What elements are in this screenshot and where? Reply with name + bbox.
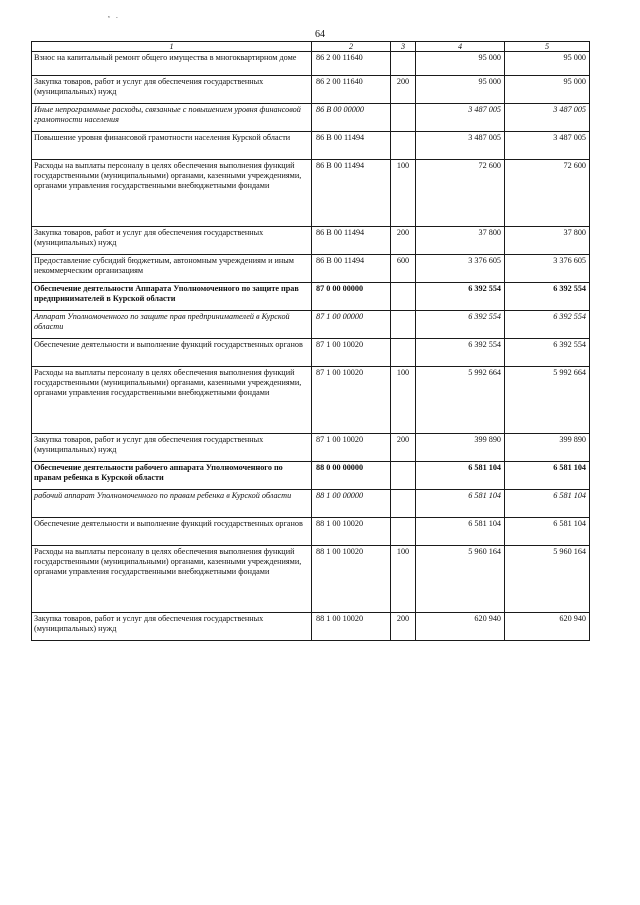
expense-type-code: 200 [391,227,416,255]
target-article-code: 88 0 00 00000 [312,462,391,490]
budget-item-name: Закупка товаров, работ и услуг для обеспечения государственных (муниципальных) нужд [32,613,312,641]
budget-item-name: Повышение уровня финансовой грамотности населения Курской области [32,132,312,160]
column-number: 2 [312,42,391,52]
table-row [32,518,590,546]
target-article-code: 86 В 00 11494 [312,132,391,160]
target-article-code: 86 2 00 11640 [312,76,391,104]
amount-year-2: 399 890 [505,434,590,462]
table-row [32,434,590,462]
table-row [32,613,590,641]
table-row [32,546,590,613]
expense-type-code [391,490,416,518]
target-article-code: 88 1 00 00000 [312,490,391,518]
expense-type-code [391,462,416,490]
column-number: 1 [32,42,312,52]
budget-item-name: рабочий аппарат Уполномоченного по правам ребенка в Курской области [32,490,312,518]
amount-year-2: 6 581 104 [505,518,590,546]
amount-year-1: 620 940 [416,613,505,641]
amount-year-1: 37 800 [416,227,505,255]
budget-item-name: Закупка товаров, работ и услуг для обеспечения государственных (муниципальных) нужд [32,76,312,104]
table-row [32,132,590,160]
budget-item-name: Расходы на выплаты персоналу в целях обеспечения выполнения функций государственными (муниципальными) органами, казенными учреждениями, органами управления государственными внебюджетными фондами [32,160,312,227]
amount-year-2: 95 000 [505,52,590,76]
amount-year-2: 72 600 [505,160,590,227]
expense-type-code [391,339,416,367]
amount-year-1: 6 581 104 [416,490,505,518]
expense-type-code [391,52,416,76]
budget-item-name: Предоставление субсидий бюджетным, автономным учреждениям и иным некоммерческим организациям [32,255,312,283]
expense-type-code [391,132,416,160]
amount-year-2: 95 000 [505,76,590,104]
amount-year-2: 3 487 005 [505,132,590,160]
amount-year-1: 72 600 [416,160,505,227]
amount-year-1: 3 376 605 [416,255,505,283]
expense-type-code [391,104,416,132]
amount-year-1: 6 392 554 [416,311,505,339]
target-article-code: 88 1 00 10020 [312,613,391,641]
amount-year-2: 3 376 605 [505,255,590,283]
amount-year-2: 6 581 104 [505,462,590,490]
amount-year-2: 3 487 005 [505,104,590,132]
amount-year-2: 620 940 [505,613,590,641]
budget-item-name: Аппарат Уполномоченного по защите прав предпринимателей в Курской области [32,311,312,339]
page-number: 64 [315,29,325,40]
amount-year-1: 6 581 104 [416,462,505,490]
amount-year-1: 5 960 164 [416,546,505,613]
target-article-code: 88 1 00 10020 [312,518,391,546]
table-row [32,52,590,76]
amount-year-2: 6 392 554 [505,311,590,339]
target-article-code: 87 0 00 00000 [312,283,391,311]
budget-item-name: Обеспечение деятельности рабочего аппарата Уполномоченного по правам ребенка в Курской области [32,462,312,490]
amount-year-2: 5 960 164 [505,546,590,613]
budget-item-name: Обеспечение деятельности и выполнение функций государственных органов [32,518,312,546]
amount-year-1: 6 581 104 [416,518,505,546]
target-article-code: 87 1 00 00000 [312,311,391,339]
table-row [32,339,590,367]
expense-type-code [391,283,416,311]
budget-item-name: Взнос на капитальный ремонт общего имущества в многоквартирном доме [32,52,312,76]
table-row [32,76,590,104]
amount-year-1: 399 890 [416,434,505,462]
amount-year-1: 3 487 005 [416,104,505,132]
table-row [32,160,590,227]
budget-item-name: Обеспечение деятельности Аппарата Уполномоченного по защите прав предпринимателей в Курской области [32,283,312,311]
expense-type-code [391,518,416,546]
amount-year-1: 3 487 005 [416,132,505,160]
target-article-code: 86 В 00 11494 [312,160,391,227]
expense-type-code: 200 [391,613,416,641]
column-number-row [32,42,590,52]
budget-table [31,41,590,641]
table-row [32,462,590,490]
table-row [32,311,590,339]
target-article-code: 87 1 00 10020 [312,367,391,434]
table-row [32,255,590,283]
amount-year-2: 37 800 [505,227,590,255]
amount-year-1: 5 992 664 [416,367,505,434]
target-article-code: 86 В 00 00000 [312,104,391,132]
target-article-code: 87 1 00 10020 [312,434,391,462]
table-row [32,104,590,132]
amount-year-2: 6 581 104 [505,490,590,518]
expense-type-code: 100 [391,546,416,613]
amount-year-2: 6 392 554 [505,339,590,367]
amount-year-1: 6 392 554 [416,339,505,367]
budget-item-name: Расходы на выплаты персоналу в целях обеспечения выполнения функций государственными (муниципальными) органами, казенными учреждениями, органами управления государственными внебюджетными фондами [32,367,312,434]
target-article-code: 86 2 00 11640 [312,52,391,76]
target-article-code: 86 В 00 11494 [312,255,391,283]
budget-table-body [32,42,590,641]
column-number: 4 [416,42,505,52]
expense-type-code: 100 [391,367,416,434]
scan-mark: ᵛ · [108,14,121,22]
amount-year-1: 6 392 554 [416,283,505,311]
column-number: 5 [505,42,590,52]
column-number: 3 [391,42,416,52]
amount-year-1: 95 000 [416,52,505,76]
expense-type-code: 600 [391,255,416,283]
amount-year-2: 6 392 554 [505,283,590,311]
budget-item-name: Иные непрограммные расходы, связанные с повышением уровня финансовой грамотности населения [32,104,312,132]
expense-type-code: 200 [391,76,416,104]
table-row [32,490,590,518]
budget-item-name: Расходы на выплаты персоналу в целях обеспечения выполнения функций государственными (муниципальными) органами, казенными учреждениями, органами управления государственными внебюджетными фондами [32,546,312,613]
amount-year-2: 5 992 664 [505,367,590,434]
budget-item-name: Закупка товаров, работ и услуг для обеспечения государственных (муниципальных) нужд [32,227,312,255]
table-row [32,367,590,434]
table-row [32,227,590,255]
amount-year-1: 95 000 [416,76,505,104]
expense-type-code: 200 [391,434,416,462]
expense-type-code: 100 [391,160,416,227]
budget-item-name: Обеспечение деятельности и выполнение функций государственных органов [32,339,312,367]
target-article-code: 86 В 00 11494 [312,227,391,255]
budget-item-name: Закупка товаров, работ и услуг для обеспечения государственных (муниципальных) нужд [32,434,312,462]
target-article-code: 88 1 00 10020 [312,546,391,613]
table-row [32,283,590,311]
target-article-code: 87 1 00 10020 [312,339,391,367]
expense-type-code [391,311,416,339]
